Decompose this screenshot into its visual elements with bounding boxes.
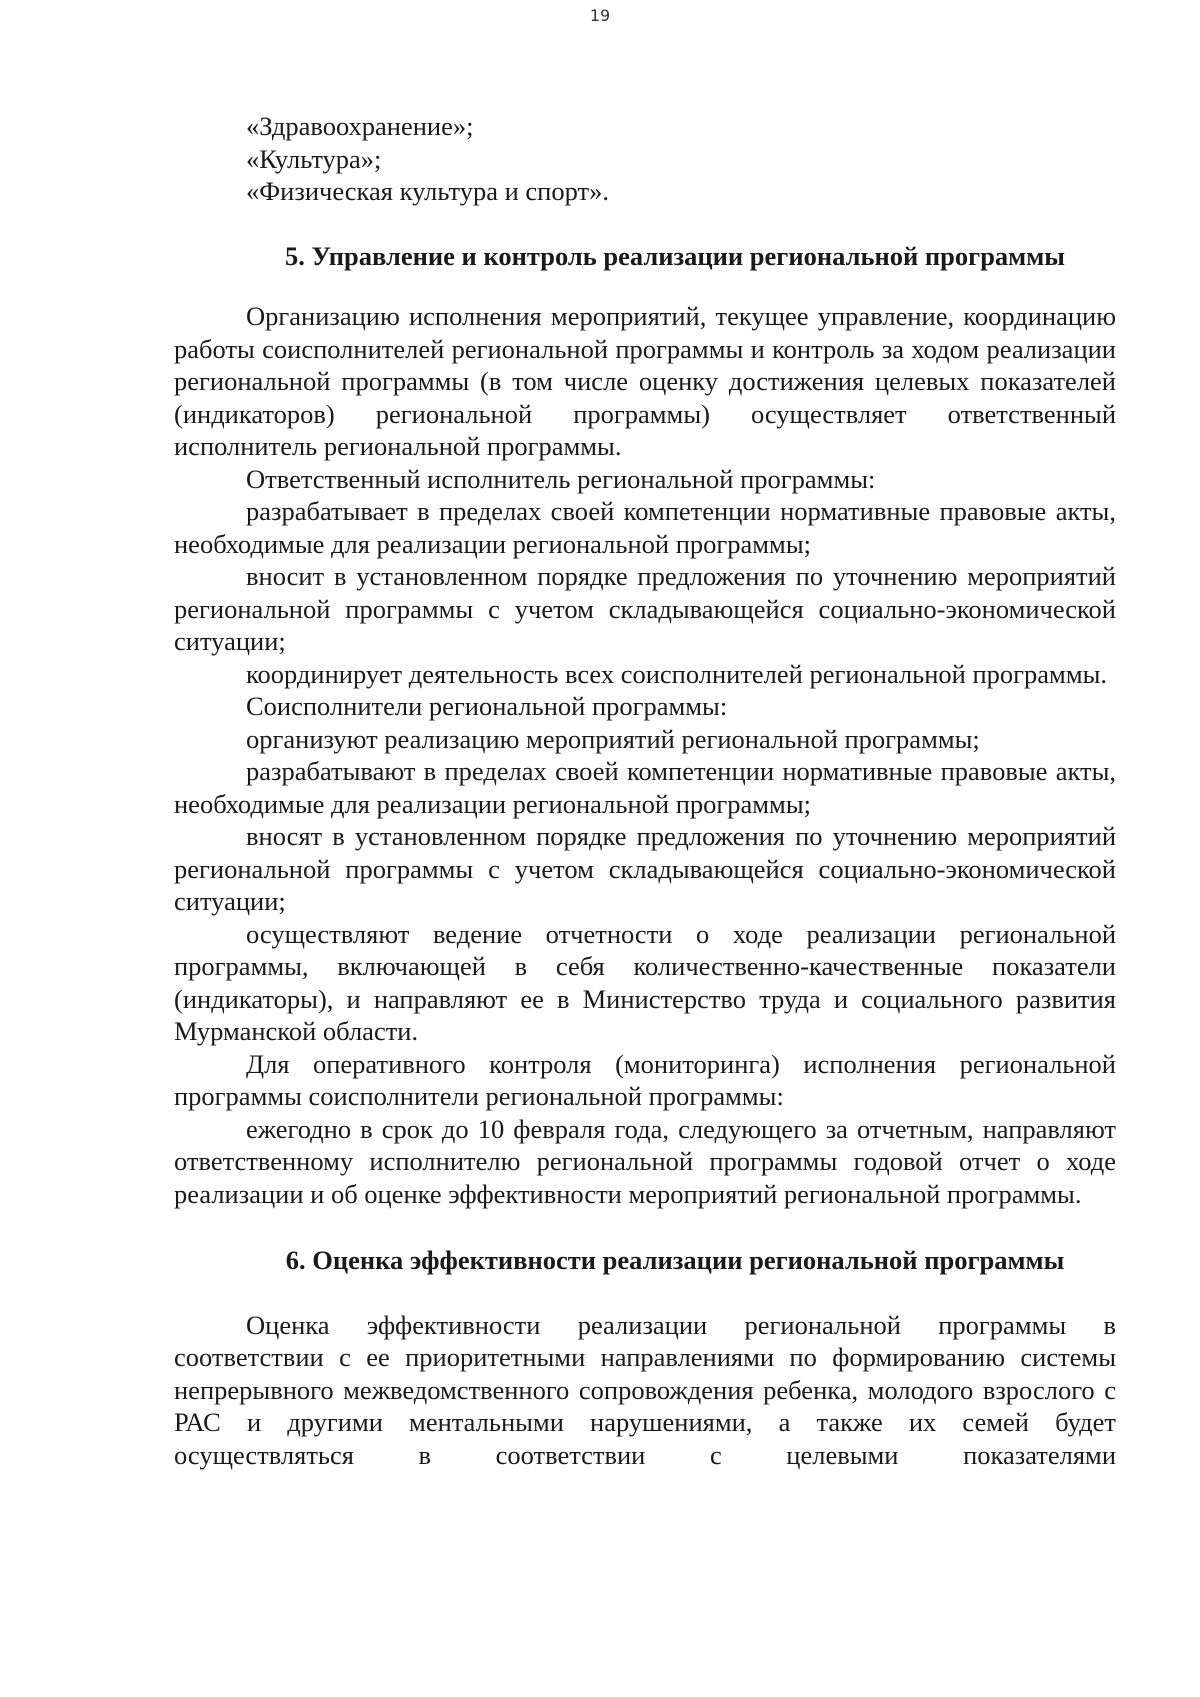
page-number: 19 [589, 6, 611, 25]
paragraph: Для оперативного контроля (мониторинга) исполнения региональной программы соисполнители региональной программы: [174, 1048, 1116, 1111]
section-6-heading: 6. Оценка эффективности реализации региональной программы [285, 1245, 1065, 1275]
paragraph: вносят в установленном порядке предложения по уточнению мероприятий региональной программы с учетом складывающейся социально-экономической ситуации; [174, 821, 1116, 916]
paragraph: осуществляют ведение отчетности о ходе реализации региональной программы, включающей в себя количественно-качественные показатели (индикаторы), и направляют ее в Министерство труда и социального развития Мурманской области. [174, 918, 1116, 1046]
paragraph: Оценка эффективности реализации региональной программы в соответствии с ее приоритетными направлениями по формированию системы непрерывного межведомственного сопровождения ребенка, молодого взрослого с РАС и другими ментальными нарушениями, а также их семей будет осуществляться в соответствии с целевыми показателями [174, 1309, 1116, 1470]
list-item: «Физическая культура и спорт». [246, 176, 609, 206]
paragraph: Организацию исполнения мероприятий, текущее управление, координацию работы соисполнителей региональной программы и контроль за ходом реализации региональной программы (в том числе оценку достижения целевых показателей (индикаторов) региональной программы) осуществляет ответственный исполнитель региональной программы. [174, 301, 1116, 461]
list-item: «Культура»; [246, 143, 382, 174]
paragraph: ежегодно в срок до 10 февраля года, следующего за отчетным, направляют ответственному исполнителю региональной программы годовой отчет о ходе реализации и об оценке эффективности мероприятий региональной программы. [174, 1113, 1116, 1209]
paragraph: вносит в установленном порядке предложения по уточнению мероприятий региональной программы с учетом складывающейся социально-экономической ситуации; [174, 561, 1116, 656]
document-body [174, 110, 1116, 1471]
paragraph: разрабатывает в пределах своей компетенции нормативные правовые акты, необходимые для реализации региональной программы; [174, 496, 1116, 559]
paragraph: Соисполнители региональной программы: [246, 691, 728, 721]
paragraph: Ответственный исполнитель региональной программы: [246, 463, 876, 494]
paragraph: организуют реализацию мероприятий региональной программы; [246, 723, 980, 754]
paragraph: разрабатывают в пределах своей компетенции нормативные правовые акты, необходимые для реализации региональной программы; [174, 756, 1116, 819]
paragraph: координирует деятельность всех соисполнителей региональной программы. [246, 658, 1108, 689]
section-5-heading: 5. Управление и контроль реализации региональной программы [285, 240, 1065, 271]
list-item: «Здравоохранение»; [246, 111, 474, 141]
